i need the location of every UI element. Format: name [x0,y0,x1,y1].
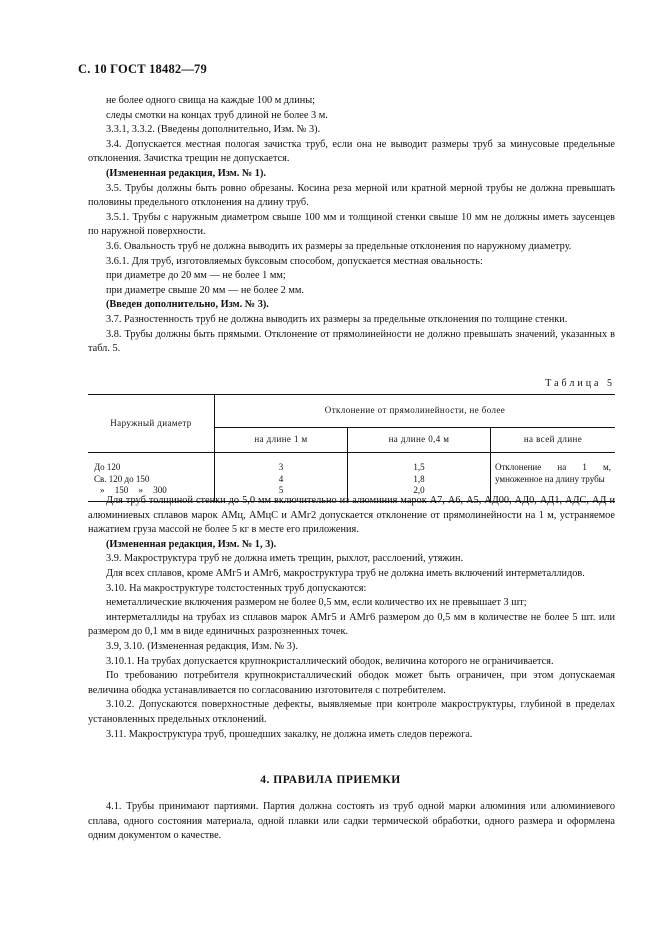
header-col-04m: на длине 0,4 м [348,428,491,453]
paragraph: (Введен дополнительно, Изм. № 3). [106,299,269,311]
paragraph: (Измененная редакция, Изм. № 1). [106,167,266,179]
header-outer-diameter: Наружный диаметр [88,395,215,453]
paragraph: следы смотки на концах труб длиной не более 3 м. [106,109,328,121]
value-04m-row-2: 1,8 [413,473,425,484]
paragraph: 3.10.1. На трубах допускается крупнокристаллический ободок, величина которого не ограничивается. [106,655,554,667]
paragraph: 3.5. Трубы должны быть ровно обрезаны. Косина реза мерной или кратной мерной трубы не должна превышать половины предельного отклонения на длину труб. [88,182,615,209]
paragraph: Для всех сплавов, кроме АМг5 и АМг6, макроструктура труб не должна иметь включений интерметаллидов. [106,567,585,579]
value-1m-row-3: 5 [278,485,284,495]
paragraph: 3.5.1. Трубы с наружным диаметром свыше 100 мм и толщиной стенки свыше 10 мм не должны иметь заусенцев по наружной поверхности. [88,211,615,238]
page-header: С. 10 ГОСТ 18482—79 [78,62,207,76]
paragraph: 3.3.1, 3.3.2. (Введены дополнительно, Изм. № 3). [106,124,321,136]
paragraph: 3.9, 3.10. (Измененная редакция, Изм. № 3). [106,640,298,652]
header-col-full: на всей длине [491,428,616,453]
paragraph: По требованию потребителя крупнокристаллический ободок может быть ограничен, при этом допускаемая величина ободка устанавливается по согласованию изготовителя с потребителем. [88,670,615,696]
paragraph: 3.6.1. Для труб, изготовляемых буксовым способом, допускается местная овальность: [106,255,483,267]
text-block-lower [88,800,615,844]
text-block-upper [88,94,615,357]
paragraph: 3.9. Макроструктура труб не должна иметь трещин, рыхлот, расслоений, утяжин. [106,553,464,565]
paragraph: 4.1. Трубы принимают партиями. Партия должна состоять из труб одной марки алюминия или алюминиевого сплава, одного состояния материала, одной плавки или садки термической обработки, одного размера и оформлена одним документом о качестве. [88,801,615,842]
paragraph: (Измененная редакция, Изм. № 1, 3). [106,538,277,550]
table-caption: Таблица 5 [545,378,615,389]
paragraph: не более одного свища на каждые 100 м длины; [106,95,315,106]
paragraph: 3.8. Трубы должны быть прямыми. Отклонение от прямолинейности не должно превышать значений, указанных в табл. 5. [88,328,615,355]
header-col-1m: на длине 1 м [215,428,348,453]
section-title: 4. ПРАВИЛА ПРИЕМКИ [260,774,401,786]
value-04m-row-1: 1,5 [413,462,425,472]
paragraph: 3.4. Допускается местная пологая зачистка труб, если она не выводит размеры труб за минусовые предельные отклонения. Зачистка трещин не допускается. [88,138,615,165]
paragraph: 3.10.2. Допускаются поверхностные дефекты, выявляемые при контроле макроструктуры, глубиной в пределах установленных предельных отклонений. [88,699,615,725]
paragraph: при диаметре до 20 мм — не более 1 мм; [106,270,286,282]
paragraph: интерметаллиды на трубах из сплавов марок АМг5 и АМг6 размером до 0,5 мм в количестве не более 5 шт. или размером до 0,1 мм в виде единичных разрозненных точек. [88,611,615,638]
value-04m-row-3: 2,0 [413,485,425,495]
header-deviation-group: Отклонение от прямолинейности, не более [215,395,616,428]
paragraph: при диаметре свыше 20 мм — не более 2 мм. [106,284,304,296]
deviation-table [88,394,615,502]
value-1m-row-1: 3 [278,462,284,472]
text-block-middle [88,494,615,742]
diameter-row-3: » 150 » 300 [100,485,167,495]
paragraph: 3.6. Овальность труб не должна выводить их размеры за предельные отклонения по наружному диаметру. [106,240,572,252]
paragraph: 3.11. Макроструктура труб, прошедших закалку, не должна иметь следов пережога. [106,728,473,740]
paragraph: 3.7. Разностенность труб не должна выводить их размеры за предельные отклонения по толщине стенки. [106,313,568,325]
value-1m-row-2: 4 [278,473,284,484]
diameter-row-1: До 120 [94,462,121,472]
paragraph: 3.10. На макроструктуре толстостенных труб допускаются: [106,582,367,594]
cell-full-length: Отклонение на 1 м, умноженное на длину трубы [491,453,616,502]
diameter-row-2: Св. 120 до 150 [94,473,150,484]
paragraph: Для труб толщиной стенки до 5,0 мм включительно из алюминия марок А7, А6, А5, АД00, АД0, АД1, АДС, АД и алюминиевых сплавов марок АМц, АМцС и АМг2 допускается отклонение от прямолинейности на 1 м, устраняемое нажатием груза массой не более 5 кг в месте его приложения. [88,495,615,536]
paragraph: неметаллические включения размером не более 0,5 мм, если количество их не превышает 3 шт; [106,597,527,609]
